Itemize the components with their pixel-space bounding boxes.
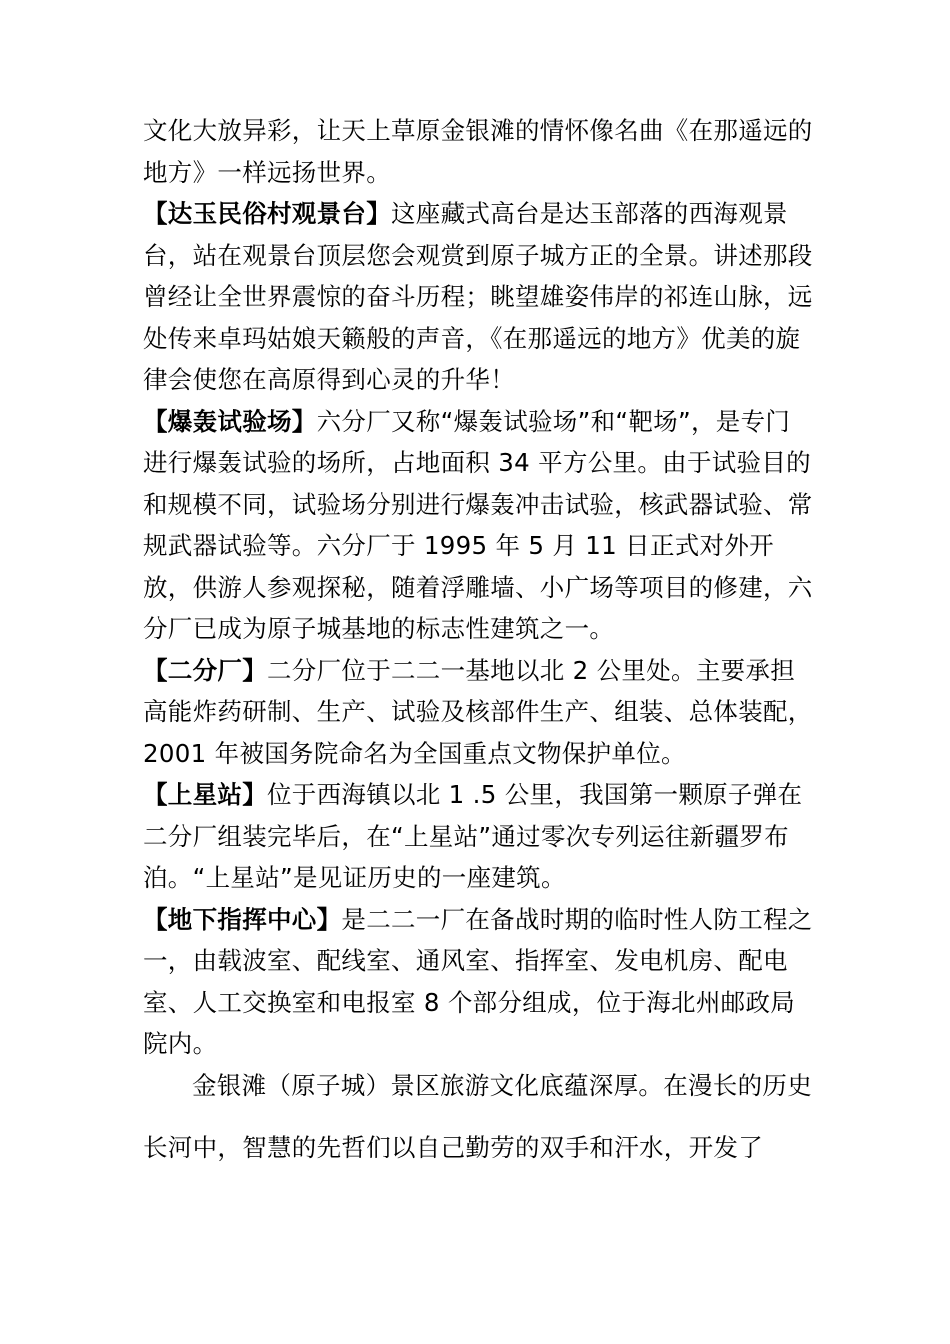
paragraph-intro-continuation [143,110,813,193]
paragraph-scenic-culture [143,1055,813,1179]
paragraph-blast-test-site [143,401,813,650]
paragraph-underground-command-center [143,899,813,1065]
paragraph-text: 这座藏式高台是达玉部落的西海观景台，站在观景台顶层您会观赏到原子城方正的全景。讲述那段曾经让全世界震惊的奋斗历程；眺望雄姿伟岸的祁连山脉，远处传来卓玛姑娘天籁般的声音，《在那遥远的地方》优美的旋律会使您在高原得到心灵的升华！ [143,199,813,394]
paragraph-text: 金银滩（原子城）景区旅游文化底蕴深厚。在漫长的历史长河中，智慧的先哲们以自己勤劳的双手和汗水，开发了 [143,1070,812,1162]
paragraph-text: 二分厂位于二二一基地以北 2 公里处。主要承担高能炸药研制、生产、试验及核部件生产、组装、总体装配，2001 年被国务院命名为全国重点文物保护单位。 [143,655,813,768]
paragraph-text: 位于西海镇以北 1 .5 公里，我国第一颗原子弹在二分厂组装完毕后，在“上星站”通过零次专列运往新疆罗布泊。“上星站”是见证历史的一座建筑。 [143,780,803,892]
paragraph-text: 文化大放异彩，让天上草原金银滩的情怀像名曲《在那遥远的地方》一样远扬世界。 [143,116,813,187]
section-heading: 【爆轰试验场】 [143,406,317,436]
paragraph-dayu-viewing-platform [143,193,813,401]
document-page [143,110,813,1179]
section-heading: 【二分厂】 [143,655,267,685]
paragraph-text: 六分厂又称“爆轰试验场”和“靶场”，是专门进行爆轰试验的场所，占地面积 34 平方公里。由于试验目的和规模不同，试验场分别进行爆轰冲击试验，核武器试验、常规武器试验等。六分厂于 1995 年 5 月 11 日正式对外开放，供游人参观探秘，随着浮雕墙、小广场等项目的修建，六分厂已成为原子城基地的标志性建筑之一。 [143,406,813,643]
paragraph-shangxing-station [143,774,813,899]
paragraph-text: 是二二一厂在备战时期的临时性人防工程之一，由载波室、配线室、通风室、指挥室、发电机房、配电室、人工交换室和电报室 8 个部分组成，位于海北州邮政局院内。 [143,904,813,1058]
paragraph-second-factory [143,650,813,775]
section-heading: 【地下指挥中心】 [143,904,342,934]
section-heading: 【上星站】 [143,780,267,809]
section-heading: 【达玉民俗村观景台】 [143,199,391,228]
